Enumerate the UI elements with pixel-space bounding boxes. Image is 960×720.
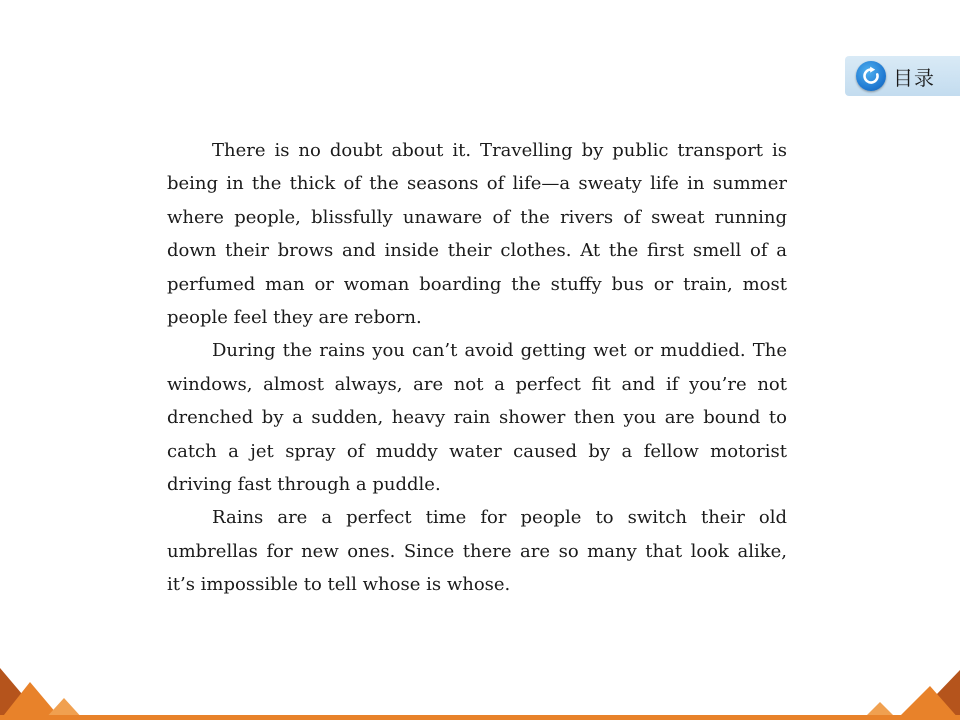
table-of-contents-button[interactable] bbox=[845, 56, 960, 96]
paragraph: Rains are a perfect time for people to switch their old umbrellas for new ones. Since there are so many that look alike, it’s impossible to tell whose is whose. bbox=[167, 507, 787, 596]
footer-decoration bbox=[0, 660, 960, 720]
paragraph: There is no doubt about it. Travelling by public transport is being in the thick of the seasons of life—a sweaty life in summer where people, blissfully unaware of the rivers of sweat running down their brows and inside their clothes. At the first smell of a perfumed man or woman boarding the stuffy bus or train, most people feel they are reborn. bbox=[167, 140, 787, 329]
reading-passage bbox=[167, 134, 787, 602]
table-of-contents-label: 目录 bbox=[893, 65, 935, 90]
footer-bar bbox=[0, 715, 960, 720]
paragraph: During the rains you can’t avoid getting wet or muddied. The windows, almost always, are not a perfect fit and if you’re not drenched by a sudden, heavy rain shower then you are bound to catch a jet spray of muddy water caused by a fellow motorist driving fast through a puddle. bbox=[167, 340, 787, 496]
refresh-icon bbox=[856, 61, 886, 91]
